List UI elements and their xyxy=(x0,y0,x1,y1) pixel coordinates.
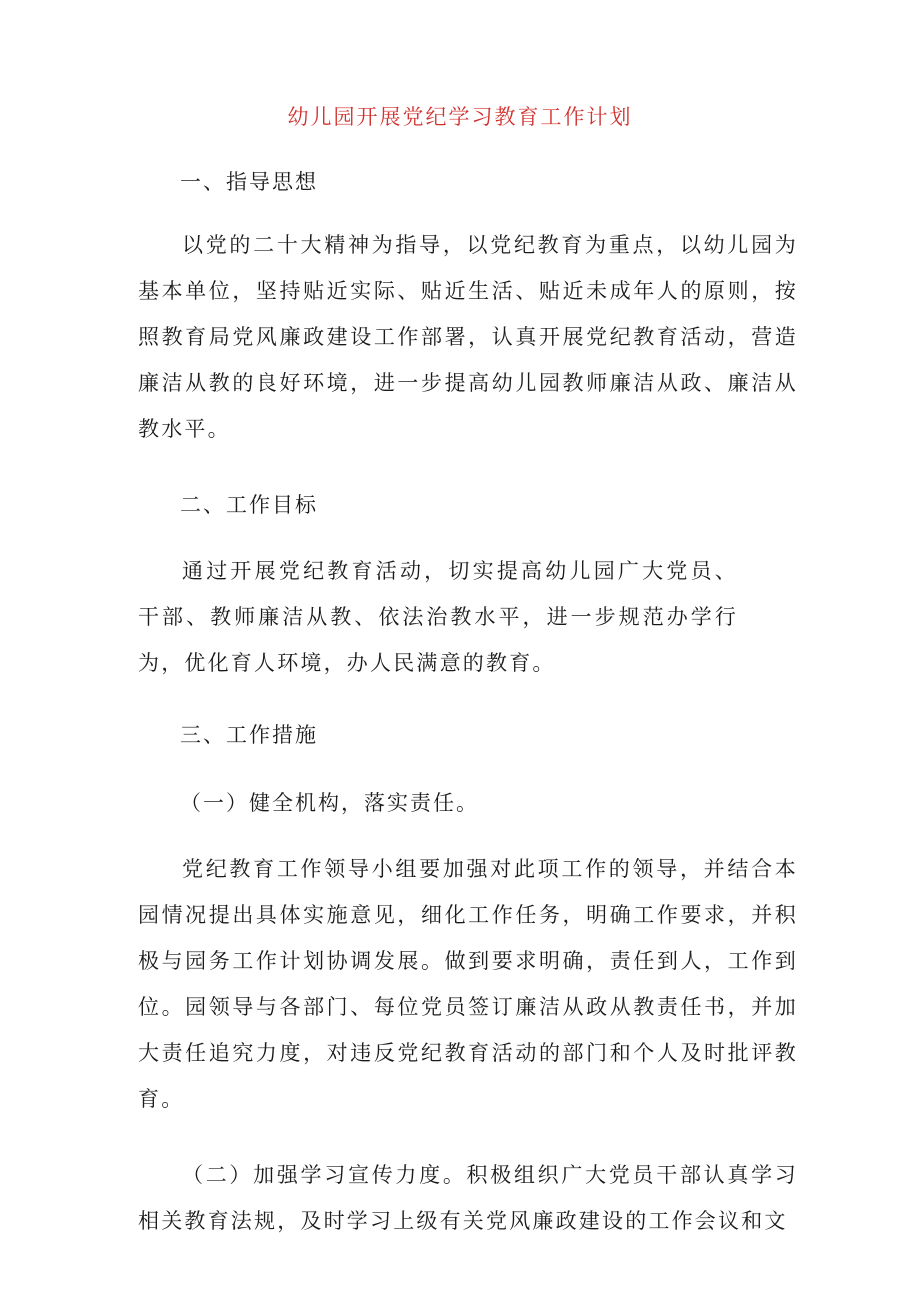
paragraph-organization: 党纪教育工作领导小组要加强对此项工作的领导，并结合本园情况提出具体实施意见，细化工作任务，明确工作要求，并积极与园务工作计划协调发展。做到要求明确，责任到人，工作到位。园领导与各部门、每位党员签订廉洁从政从教责任书，并加大责任追究力度，对违反党纪教育活动的部门和个人及时批评教育。 xyxy=(138,857,798,1111)
document-title: 幼儿园开展党纪学习教育工作计划 xyxy=(287,105,633,129)
paragraph-study-publicity: （二）加强学习宣传力度。积极组织广大党员干部认真学习相关教育法规，及时学习上级有关党风廉政建设的工作会议和文 xyxy=(138,1163,798,1233)
subsection-heading-organization: （一）健全机构，落实责任。 xyxy=(180,791,479,815)
paragraph-guiding-ideology: 以党的二十大精神为指导，以党纪教育为重点，以幼儿园为基本单位，坚持贴近实际、贴近生活、贴近未成年人的原则，按照教育局党风廉政建设工作部署，认真开展党纪教育活动，营造廉洁从教的良好环境，进一步提高幼儿园教师廉洁从政、廉洁从教水平。 xyxy=(138,233,798,441)
section-heading-guiding-ideology: 一、指导思想 xyxy=(180,170,318,194)
section-heading-work-measures: 三、工作措施 xyxy=(180,723,318,747)
section-heading-work-goals: 二、工作目标 xyxy=(180,493,318,517)
paragraph-work-goals: 通过开展党纪教育活动，切实提高幼儿园广大党员、干部、教师廉洁从教、依法治教水平，进一步规范办学行为，优化育人环境，办人民满意的教育。 xyxy=(138,559,738,675)
